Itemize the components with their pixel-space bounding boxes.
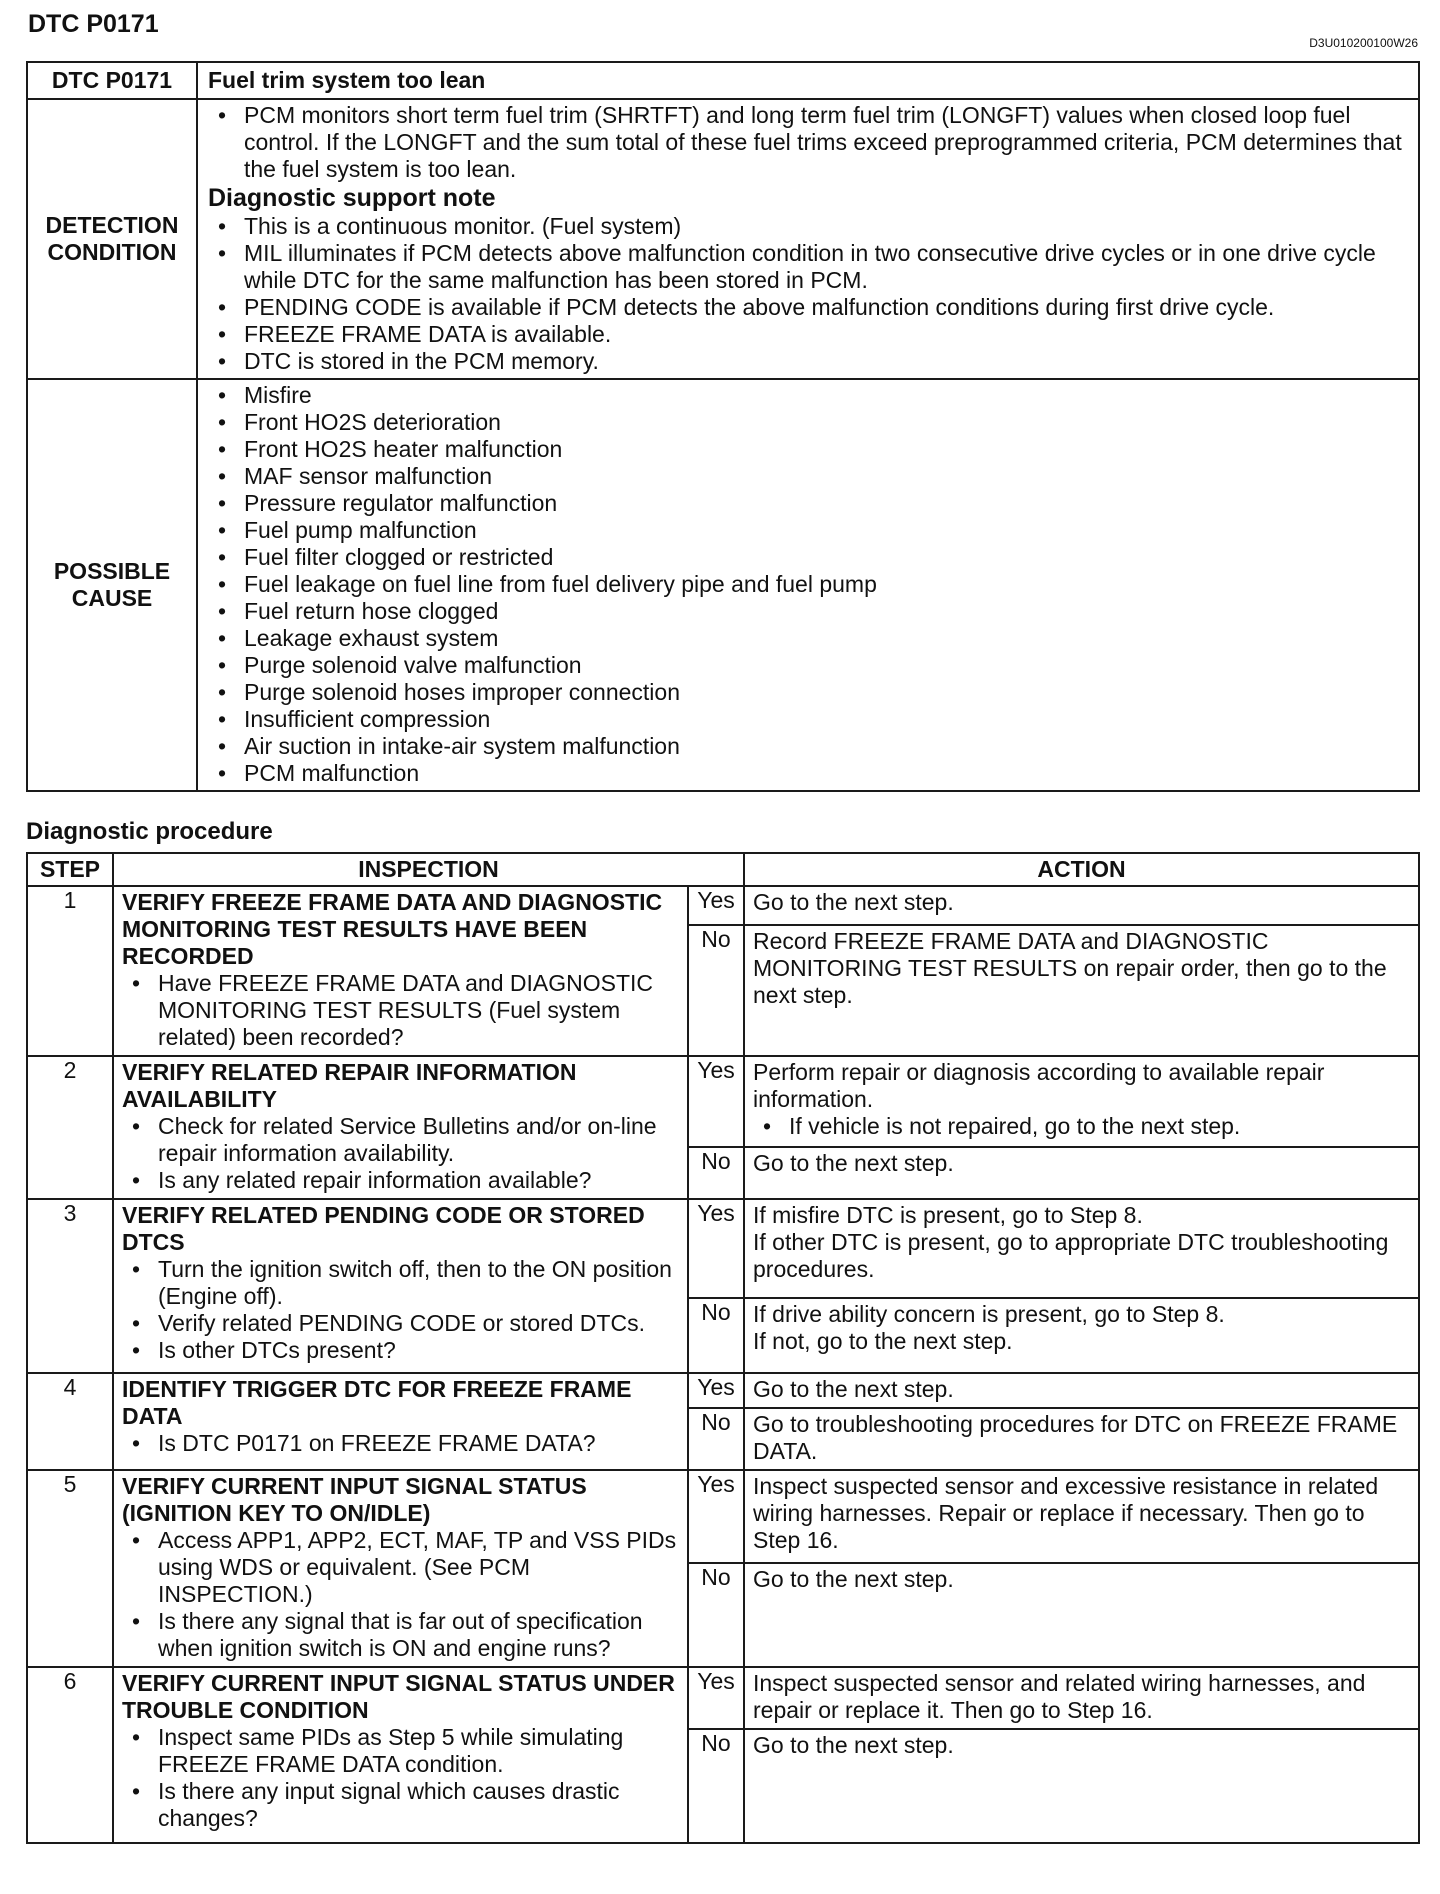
cause-item: • Air suction in intake-air system malfunction: [244, 733, 1410, 760]
inspection-bullets: [122, 1430, 679, 1457]
action-line: Go to troubleshooting procedures for DTC on FREEZE FRAME DATA.: [753, 1411, 1398, 1464]
no-action: [744, 925, 1419, 1056]
inspection-bullet: • Is there any signal that is far out of specification when ignition switch is ON and engine runs?: [158, 1608, 679, 1662]
yes-label: Yes: [688, 886, 744, 925]
possible-cause-row: [27, 379, 1419, 791]
dtc-info-table: [26, 61, 1420, 792]
inspection-title: IDENTIFY TRIGGER DTC FOR FREEZE FRAME DATA: [122, 1376, 632, 1429]
diagnostic-procedure-table: [26, 852, 1420, 1844]
detection-intro: • PCM monitors short term fuel trim (SHRTFT) and long term fuel trim (LONGFT) values when closed loop fuel control. If the LONGFT and the sum total of these fuel trims exceed preprogrammed criteria, PCM determines that the fuel system is too lean.: [244, 102, 1410, 183]
action-line: Inspect suspected sensor and excessive resistance in related wiring harnesses. Repair or replace if necessary. Then go to Step 16.: [753, 1473, 1379, 1553]
cause-item: • Purge solenoid hoses improper connection: [244, 679, 1410, 706]
support-note-item: • DTC is stored in the PCM memory.: [244, 348, 1410, 375]
detection-label-line1: DETECTION: [45, 212, 179, 238]
action-line: Go to the next step.: [753, 1376, 954, 1402]
action-line: If drive ability concern is present, go to Step 8.: [753, 1301, 1225, 1327]
inspection-cell: [113, 1199, 688, 1373]
yes-label: Yes: [688, 1470, 744, 1563]
inspection-title: VERIFY CURRENT INPUT SIGNAL STATUS (IGNITION KEY TO ON/IDLE): [122, 1473, 587, 1526]
procedure-step-row: [27, 1373, 1419, 1408]
inspection-bullets: [122, 1113, 679, 1194]
support-note-item: • MIL illuminates if PCM detects above malfunction condition in two consecutive drive cycles or in one drive cycle while DTC for the same malfunction has been stored in PCM.: [244, 240, 1410, 294]
yes-action: [744, 1667, 1419, 1729]
procedure-header-row: [27, 853, 1419, 886]
no-action: [744, 1147, 1419, 1199]
action-line: Go to the next step.: [753, 1566, 954, 1593]
action-bullet: • If vehicle is not repaired, go to the next step.: [789, 1113, 1410, 1140]
document-code: D3U010200100W26: [1309, 36, 1418, 50]
cause-item: • Insufficient compression: [244, 706, 1410, 733]
step-number: 6: [27, 1667, 113, 1843]
inspection-bullets: [122, 1724, 679, 1832]
dtc-header-row: [27, 62, 1419, 99]
step-number: 5: [27, 1470, 113, 1667]
inspection-bullet: • Have FREEZE FRAME DATA and DIAGNOSTIC MONITORING TEST RESULTS (Fuel system related) been recorded?: [158, 970, 679, 1051]
yes-label: Yes: [688, 1373, 744, 1408]
action-line: If not, go to the next step.: [753, 1328, 1013, 1354]
step-number: 4: [27, 1373, 113, 1470]
step-number: 3: [27, 1199, 113, 1373]
cause-item: • Leakage exhaust system: [244, 625, 1410, 652]
step-column-header: STEP: [27, 853, 113, 886]
support-note-item: • This is a continuous monitor. (Fuel system): [244, 213, 1410, 240]
support-note-list: [208, 213, 1410, 375]
action-column-header: ACTION: [744, 853, 1419, 886]
page-title: DTC P0171: [28, 10, 159, 38]
support-note-title: Diagnostic support note: [208, 184, 496, 212]
cause-item: • PCM malfunction: [244, 760, 1410, 787]
action-line: Record FREEZE FRAME DATA and DIAGNOSTIC MONITORING TEST RESULTS on repair order, then go to the next step.: [753, 927, 1387, 1008]
inspection-cell: [113, 1470, 688, 1667]
support-note-item: • FREEZE FRAME DATA is available.: [244, 321, 1410, 348]
cause-item: • Front HO2S heater malfunction: [244, 436, 1410, 463]
cause-item: • Fuel leakage on fuel line from fuel delivery pipe and fuel pump: [244, 571, 1410, 598]
inspection-bullet: • Is other DTCs present?: [158, 1337, 679, 1364]
inspection-bullets: [122, 1256, 679, 1364]
yes-action: [744, 1056, 1419, 1147]
procedure-step-row: [27, 886, 1419, 925]
action-line: If other DTC is present, go to appropriate DTC troubleshooting procedures.: [753, 1229, 1389, 1282]
possible-cause-content: [197, 379, 1419, 791]
dtc-code-cell: DTC P0171: [27, 62, 197, 99]
inspection-bullets: [122, 1527, 679, 1662]
cause-item: • Fuel filter clogged or restricted: [244, 544, 1410, 571]
inspection-bullet: • Is there any input signal which causes drastic changes?: [158, 1778, 679, 1832]
cause-label-line2: CAUSE: [71, 585, 153, 611]
action-line: Go to the next step.: [753, 889, 954, 915]
detection-condition-content: [197, 99, 1419, 379]
inspection-title: VERIFY CURRENT INPUT SIGNAL STATUS UNDER TROUBLE CONDITION: [122, 1670, 675, 1723]
yes-action: [744, 886, 1419, 925]
action-line: If misfire DTC is present, go to Step 8.: [753, 1202, 1143, 1228]
yes-label: Yes: [688, 1056, 744, 1147]
yes-action: [744, 1373, 1419, 1408]
procedure-step-row: [27, 1470, 1419, 1563]
procedure-step-row: [27, 1056, 1419, 1147]
inspection-bullet: • Check for related Service Bulletins and/or on-line repair information availability.: [158, 1113, 679, 1167]
cause-list: [208, 382, 1410, 787]
inspection-bullet: • Access APP1, APP2, ECT, MAF, TP and VSS PIDs using WDS or equivalent. (See PCM INSPECTION.): [158, 1527, 679, 1608]
action-line: Perform repair or diagnosis according to available repair information.: [753, 1059, 1325, 1112]
yes-label: Yes: [688, 1667, 744, 1729]
step-number: 2: [27, 1056, 113, 1199]
procedure-step-row: [27, 1667, 1419, 1729]
inspection-bullet: • Inspect same PIDs as Step 5 while simulating FREEZE FRAME DATA condition.: [158, 1724, 679, 1778]
yes-action: [744, 1199, 1419, 1298]
procedure-step-row: [27, 1199, 1419, 1298]
inspection-column-header: INSPECTION: [113, 853, 744, 886]
yes-label: Yes: [688, 1199, 744, 1298]
action-line: Go to the next step.: [753, 1149, 954, 1176]
inspection-title: VERIFY RELATED PENDING CODE OR STORED DTCS: [122, 1202, 645, 1255]
dtc-description-cell: Fuel trim system too lean: [197, 62, 1419, 99]
inspection-bullet: • Turn the ignition switch off, then to the ON position (Engine off).: [158, 1256, 679, 1310]
detection-condition-row: [27, 99, 1419, 379]
detection-label-line2: CONDITION: [47, 239, 177, 265]
no-action: [744, 1408, 1419, 1470]
inspection-cell: [113, 1373, 688, 1470]
no-label: No: [688, 1563, 744, 1667]
cause-item: • Front HO2S deterioration: [244, 409, 1410, 436]
support-note-item: • PENDING CODE is available if PCM detects the above malfunction conditions during first drive cycle.: [244, 294, 1410, 321]
cause-item: • Fuel return hose clogged: [244, 598, 1410, 625]
inspection-cell: [113, 1667, 688, 1843]
no-action: [744, 1298, 1419, 1373]
cause-item: • Pressure regulator malfunction: [244, 490, 1410, 517]
no-label: No: [688, 1408, 744, 1470]
no-action: [744, 1563, 1419, 1667]
inspection-bullet: • Is any related repair information available?: [158, 1167, 679, 1194]
no-label: No: [688, 1298, 744, 1373]
procedure-title: Diagnostic procedure: [26, 818, 273, 845]
action-bullets: [753, 1113, 1410, 1140]
detection-condition-label: [27, 99, 197, 379]
cause-item: • Fuel pump malfunction: [244, 517, 1410, 544]
no-label: No: [688, 925, 744, 1056]
inspection-bullets: [122, 970, 679, 1051]
inspection-cell: [113, 886, 688, 1056]
inspection-cell: [113, 1056, 688, 1199]
possible-cause-label: [27, 379, 197, 791]
action-line: Go to the next step.: [753, 1732, 954, 1758]
no-action: [744, 1729, 1419, 1843]
no-label: No: [688, 1147, 744, 1199]
no-label: No: [688, 1729, 744, 1843]
cause-item: • Purge solenoid valve malfunction: [244, 652, 1410, 679]
step-number: 1: [27, 886, 113, 1056]
inspection-bullet: • Verify related PENDING CODE or stored DTCs.: [158, 1310, 679, 1337]
inspection-bullet: • Is DTC P0171 on FREEZE FRAME DATA?: [158, 1430, 679, 1457]
inspection-title: VERIFY FREEZE FRAME DATA AND DIAGNOSTIC MONITORING TEST RESULTS HAVE BEEN RECORDED: [122, 889, 663, 969]
cause-label-line1: POSSIBLE: [53, 558, 171, 584]
cause-item: • Misfire: [244, 382, 1410, 409]
inspection-title: VERIFY RELATED REPAIR INFORMATION AVAILABILITY: [122, 1059, 577, 1112]
yes-action: [744, 1470, 1419, 1563]
cause-item: • MAF sensor malfunction: [244, 463, 1410, 490]
action-line: Inspect suspected sensor and related wiring harnesses, and repair or replace it. Then go to Step 16.: [753, 1670, 1366, 1723]
